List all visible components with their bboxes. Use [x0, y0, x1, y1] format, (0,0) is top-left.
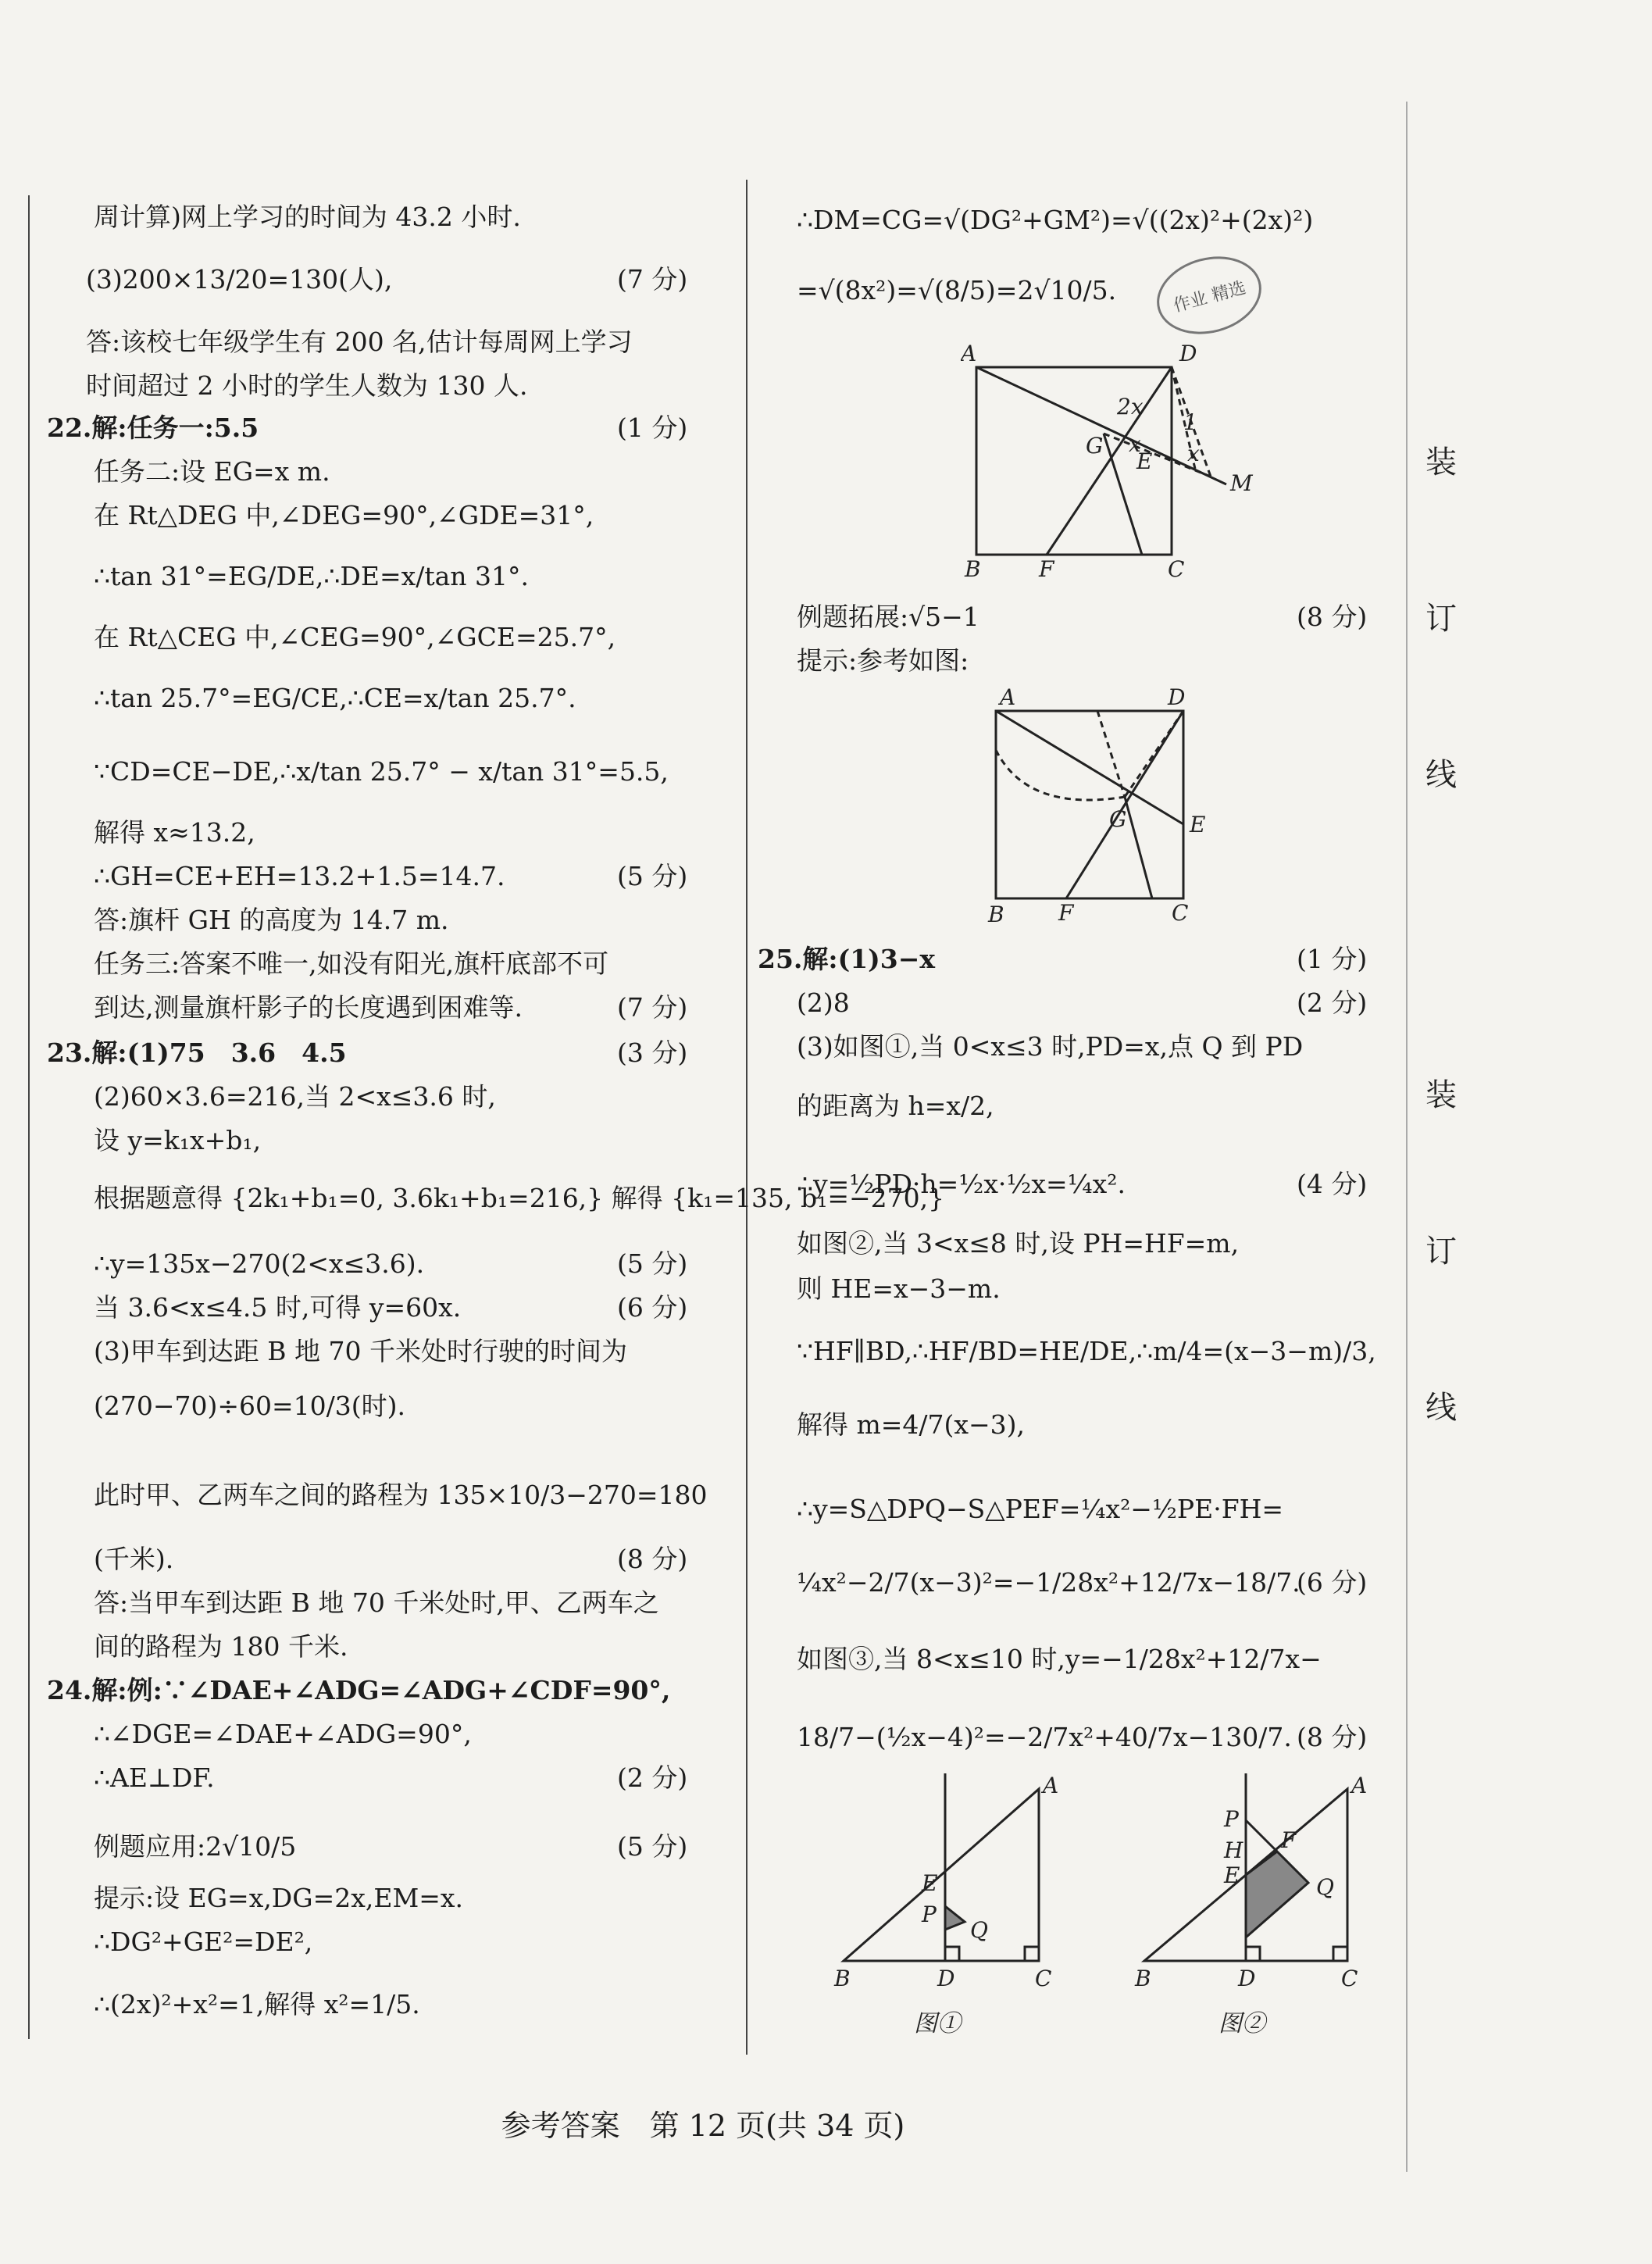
score-label: (1 分): [617, 412, 688, 443]
label-E4: E: [1224, 1862, 1240, 1888]
right-line: (2)8: [797, 987, 850, 1018]
fig1-caption: 图①: [914, 2010, 961, 2037]
column-divider: [746, 180, 748, 2055]
right-line: 25.解:(1)3−x: [758, 944, 936, 974]
label-P4: P: [1224, 1806, 1239, 1832]
label-1: 1: [1183, 409, 1197, 435]
left-line: ∴tan 25.7°=EG/CE,∴CE=x/tan 25.7°.: [94, 683, 576, 713]
left-line: 答:该校七年级学生有 200 名,估计每周网上学习: [86, 327, 633, 357]
score-label: (7 分): [617, 264, 688, 295]
binding-char: 线: [1425, 757, 1457, 793]
label-H4: H: [1224, 1837, 1243, 1863]
label-D3: D: [937, 1966, 955, 1991]
score-label: (8 分): [1297, 1722, 1368, 1752]
binding-char: 订: [1425, 1234, 1457, 1269]
left-line: 间的路程为 180 千米.: [94, 1631, 348, 1662]
right-line: =√(8x²)=√(8/5)=2√10/5.: [797, 275, 1117, 305]
left-line: 24.解:例:∵∠DAE+∠ADG=∠ADG+∠CDF=90°,: [47, 1675, 671, 1705]
label-x2: x: [1187, 441, 1200, 466]
score-label: (5 分): [617, 1831, 688, 1862]
label-C2: C: [1172, 900, 1189, 926]
label-D2: D: [1168, 687, 1186, 710]
left-line: 22.解:任务一:5.5: [47, 412, 259, 443]
figure-square-2: [980, 687, 1230, 930]
left-line: ∴DG²+GE²=DE²,: [94, 1927, 313, 1957]
left-line: ∴(2x)²+x²=1,解得 x²=1/5.: [94, 1989, 420, 2019]
left-line: ∴∠DGE=∠DAE+∠ADG=90°,: [94, 1719, 472, 1749]
label-E1: E: [1136, 448, 1153, 474]
label-A4: A: [1351, 1773, 1368, 1798]
score-label: (7 分): [617, 992, 688, 1023]
right-line: ∴y=½PD·h=½x·½x=¼x².: [797, 1169, 1126, 1199]
binding-char: 线: [1425, 1390, 1457, 1426]
label-B3: B: [834, 1966, 851, 1991]
label-C4: C: [1341, 1966, 1358, 1991]
label-F1: F: [1039, 556, 1054, 578]
right-line: 如图③,当 8<x≤10 时,y=−1/28x²+12/7x−: [797, 1644, 1322, 1674]
label-B4: B: [1135, 1966, 1151, 1991]
score-label: (8 分): [617, 1544, 688, 1574]
left-line: 答:旗杆 GH 的高度为 14.7 m.: [94, 905, 449, 935]
left-line: 到达,测量旗杆影子的长度遇到困难等.: [94, 992, 523, 1023]
binding-char: 订: [1425, 601, 1457, 637]
left-line: 在 Rt△CEG 中,∠CEG=90°,∠GCE=25.7°,: [94, 622, 616, 652]
label-G2: G: [1109, 806, 1127, 832]
page-footer: 参考答案 第 12 页(共 34 页): [501, 2109, 905, 2143]
score-label: (6 分): [617, 1292, 688, 1323]
label-M1: M: [1230, 470, 1253, 496]
label-A3: A: [1043, 1773, 1059, 1798]
figure-square-1: [961, 344, 1258, 578]
label-D4: D: [1238, 1966, 1256, 1991]
left-line: 在 Rt△DEG 中,∠DEG=90°,∠GDE=31°,: [94, 500, 594, 530]
score-label: (2 分): [1297, 987, 1368, 1018]
score-label: (8 分): [1297, 602, 1368, 632]
label-2x: 2x: [1117, 394, 1144, 420]
left-line: (3)200×13/20=130(人),: [86, 264, 393, 295]
figure-1: [828, 1773, 1062, 2062]
right-line: (3)如图①,当 0<x≤3 时,PD=x,点 Q 到 PD: [797, 1031, 1304, 1062]
right-line: 解得 m=4/7(x−3),: [797, 1409, 1026, 1440]
left-line: ∴tan 31°=EG/DE,∴DE=x/tan 31°.: [94, 561, 530, 591]
label-E2: E: [1190, 812, 1206, 837]
left-line: 解得 x≈13.2,: [94, 817, 255, 848]
left-line: 根据题意得 {2k₁+b₁=0, 3.6k₁+b₁=216,} 解得 {k₁=135, b₁=−270,}: [94, 1183, 945, 1213]
left-line: ∵CD=CE−DE,∴x/tan 25.7° − x/tan 31°=5.5,: [94, 756, 669, 787]
left-line: 当 3.6<x≤4.5 时,可得 y=60x.: [94, 1292, 462, 1323]
left-line: (2)60×3.6=216,当 2<x≤3.6 时,: [94, 1081, 496, 1112]
label-A2: A: [1000, 687, 1016, 710]
label-A1: A: [961, 344, 977, 366]
left-line: 23.解:(1)75 3.6 4.5: [47, 1037, 347, 1068]
label-B1: B: [965, 556, 981, 578]
fig2-caption: 图②: [1218, 2010, 1265, 2037]
right-line: ¼x²−2/7(x−3)²=−1/28x²+12/7x−18/7.: [797, 1567, 1301, 1598]
binding-char: 装: [1425, 1077, 1457, 1113]
right-line: 的距离为 h=x/2,: [797, 1091, 994, 1121]
score-label: (2 分): [617, 1762, 688, 1793]
right-line: 则 HE=x−3−m.: [797, 1273, 1001, 1304]
left-line: 设 y=k₁x+b₁,: [94, 1125, 262, 1155]
label-Q3: Q: [970, 1917, 988, 1943]
binding-char: 装: [1425, 445, 1457, 480]
left-line: 提示:设 EG=x,DG=2x,EM=x.: [94, 1883, 464, 1913]
left-line: 此时甲、乙两车之间的路程为 135×10/3−270=180: [94, 1480, 708, 1510]
label-x1: x: [1129, 431, 1141, 457]
score-label: (6 分): [1297, 1567, 1368, 1598]
score-label: (5 分): [617, 861, 688, 891]
figure-2: [1129, 1773, 1371, 2062]
label-F2: F: [1058, 900, 1074, 926]
left-line: 周计算)网上学习的时间为 43.2 小时.: [94, 202, 521, 232]
score-label: (4 分): [1297, 1169, 1368, 1199]
left-line: ∴AE⊥DF.: [94, 1762, 215, 1793]
right-line: ∴y=S△DPQ−S△PEF=¼x²−½PE·FH=: [797, 1494, 1284, 1524]
right-line: ∵HF∥BD,∴HF/BD=HE/DE,∴m/4=(x−3−m)/3,: [797, 1336, 1376, 1366]
left-line: ∴y=135x−270(2<x≤3.6).: [94, 1248, 425, 1279]
binding-rule: [1406, 102, 1408, 2172]
right-line: 提示:参考如图:: [797, 645, 969, 676]
score-label: (5 分): [617, 1248, 688, 1279]
label-P3: P: [922, 1902, 937, 1927]
left-line: 任务三:答案不唯一,如没有阳光,旗杆底部不可: [94, 948, 609, 979]
left-line: 时间超过 2 小时的学生人数为 130 人.: [86, 370, 528, 401]
label-E3: E: [922, 1870, 938, 1896]
label-B2: B: [988, 902, 1004, 927]
right-line: 如图②,当 3<x≤8 时,设 PH=HF=m,: [797, 1228, 1240, 1259]
left-line: (千米).: [94, 1544, 174, 1574]
left-line: (3)甲车到达距 B 地 70 千米处时行驶的时间为: [94, 1336, 627, 1366]
left-line: ∴GH=CE+EH=13.2+1.5=14.7.: [94, 861, 505, 891]
score-label: (3 分): [617, 1037, 688, 1068]
right-line: ∴DM=CG=√(DG²+GM²)=√((2x)²+(2x)²): [797, 205, 1314, 235]
left-line: 例题应用:2√10/5: [94, 1831, 297, 1862]
label-C1: C: [1168, 556, 1185, 578]
left-line: 答:当甲车到达距 B 地 70 千米处时,甲、乙两车之: [94, 1587, 659, 1618]
label-G1: G: [1086, 433, 1104, 459]
label-C3: C: [1035, 1966, 1052, 1991]
score-label: (1 分): [1297, 944, 1368, 974]
label-D1: D: [1179, 344, 1197, 366]
stamp-text: 作业 精选: [1171, 277, 1248, 316]
right-line: 例题拓展:√5−1: [797, 602, 979, 632]
left-line: 任务二:设 EG=x m.: [94, 456, 330, 487]
label-Q4: Q: [1316, 1874, 1334, 1900]
left-line: (270−70)÷60=10/3(时).: [94, 1391, 406, 1421]
right-line: 18/7−(½x−4)²=−2/7x²+40/7x−130/7.: [797, 1722, 1292, 1752]
label-F4: F: [1281, 1827, 1297, 1853]
